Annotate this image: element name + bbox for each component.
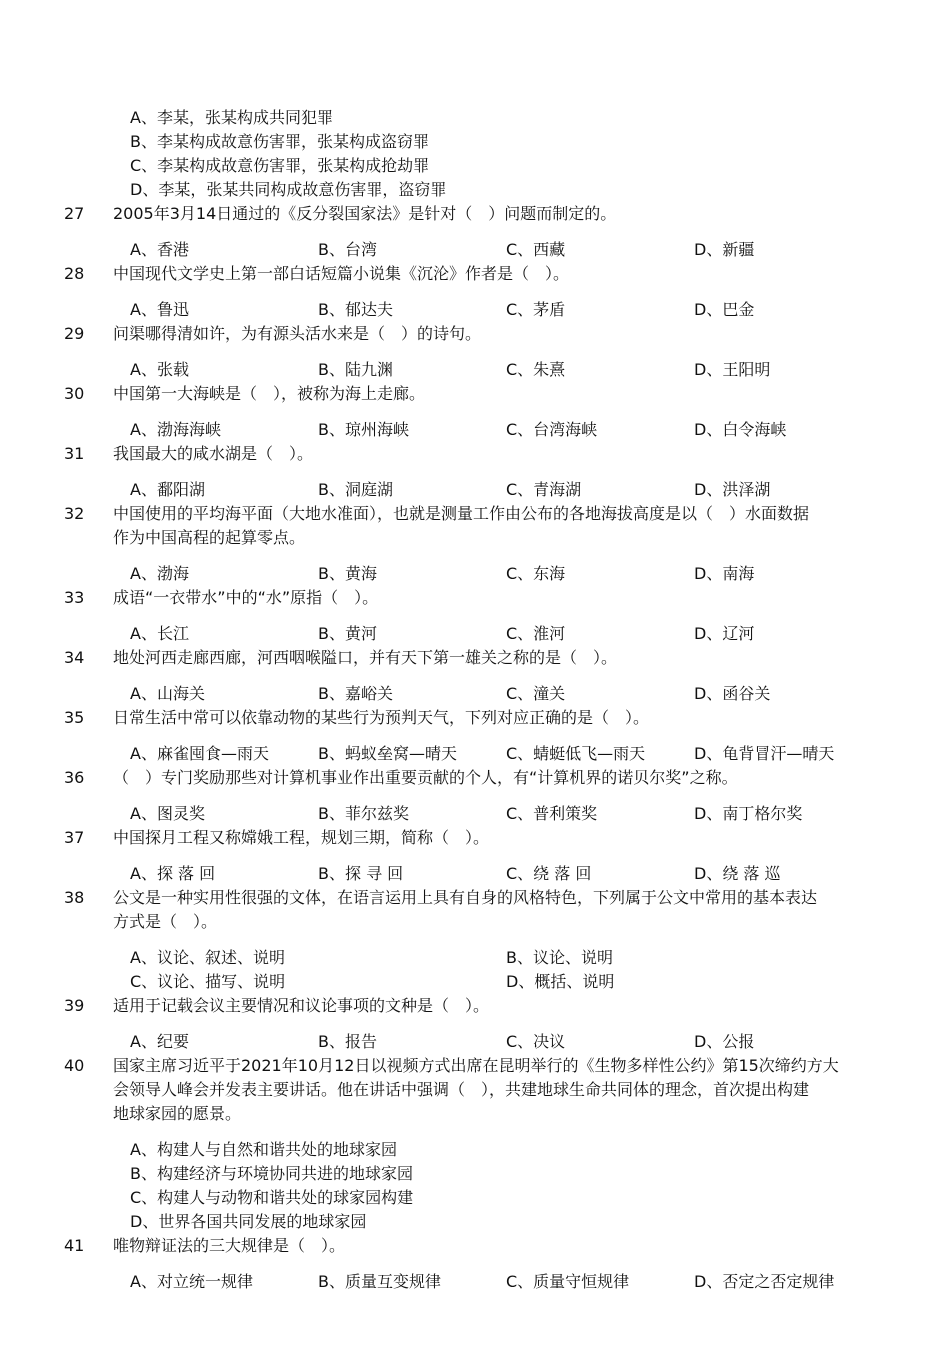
question-line <box>0 1234 950 1258</box>
answer-option: A、纪要 <box>130 1032 189 1051</box>
answer-option: D、新疆 <box>694 240 755 259</box>
option-row <box>0 1162 950 1186</box>
answer-option: D、王阳明 <box>694 360 771 379</box>
spacer <box>0 670 950 682</box>
answer-option: A、议论、叙述、说明 <box>130 948 285 967</box>
question-number: 30 <box>64 384 85 403</box>
question-line <box>0 706 950 730</box>
option-row <box>0 1186 950 1210</box>
answer-option: D、世界各国共同发展的地球家园 <box>130 1212 367 1231</box>
answer-option: D、龟背冒汗—晴天 <box>694 744 835 763</box>
question-block <box>0 586 950 646</box>
answer-option: A、香港 <box>130 240 189 259</box>
option-row <box>0 802 950 826</box>
answer-option: A、渤海 <box>130 564 189 583</box>
question-line <box>0 526 950 550</box>
answer-option: D、巴金 <box>694 300 755 319</box>
answer-option: A、张载 <box>130 360 189 379</box>
option-row <box>0 358 950 382</box>
question-block <box>0 706 950 766</box>
option-row <box>0 418 950 442</box>
question-number: 32 <box>64 504 85 523</box>
question-block <box>0 442 950 502</box>
answer-option: A、对立统一规律 <box>130 1272 253 1291</box>
question-number: 40 <box>64 1056 85 1075</box>
answer-option: D、李某，张某共同构成故意伤害罪，盗窃罪 <box>130 180 447 199</box>
question-number: 39 <box>64 996 85 1015</box>
answer-option: A、山海关 <box>130 684 205 703</box>
question-block <box>0 994 950 1054</box>
answer-option: C、青海湖 <box>506 480 582 499</box>
question-text: 公文是一种实用性很强的文体，在语言运用上具有自身的风格特色，下列属于公文中常用的基本表达 <box>113 888 818 907</box>
question-number: 38 <box>64 888 85 907</box>
answer-option: B、黄海 <box>318 564 377 583</box>
question-number: 36 <box>64 768 85 787</box>
answer-option: D、概括、说明 <box>506 972 615 991</box>
question-number: 28 <box>64 264 85 283</box>
answer-option: B、构建经济与环境协同共进的地球家园 <box>130 1164 413 1183</box>
question-number: 35 <box>64 708 85 727</box>
answer-option: B、探 寻 回 <box>318 864 404 883</box>
option-row <box>0 622 950 646</box>
spacer <box>0 1258 950 1270</box>
answer-option: D、洪泽湖 <box>694 480 771 499</box>
answer-option: B、质量互变规律 <box>318 1272 441 1291</box>
answer-option: C、蜻蜓低飞—雨天 <box>506 744 646 763</box>
answer-option: C、议论、描写、说明 <box>130 972 286 991</box>
option-row <box>0 1270 950 1294</box>
answer-option: C、构建人与动物和谐共处的球家园构建 <box>130 1188 414 1207</box>
spacer <box>0 850 950 862</box>
option-row <box>0 970 950 994</box>
answer-option: C、李某构成故意伤害罪，张某构成抢劫罪 <box>130 156 430 175</box>
answer-option: B、陆九渊 <box>318 360 393 379</box>
answer-option: D、否定之否定规律 <box>694 1272 835 1291</box>
question-text: 日常生活中常可以依靠动物的某些行为预判天气，下列对应正确的是（ ）。 <box>113 708 650 727</box>
question-line <box>0 910 950 934</box>
question-text: 中国现代文学史上第一部白话短篇小说集《沉沦》作者是（ ）。 <box>113 264 570 283</box>
question-block <box>0 106 950 202</box>
spacer <box>0 730 950 742</box>
question-block <box>0 886 950 994</box>
question-number: 27 <box>64 204 85 223</box>
spacer <box>0 1126 950 1138</box>
question-number: 29 <box>64 324 85 343</box>
question-line <box>0 766 950 790</box>
question-block <box>0 322 950 382</box>
question-text: 我国最大的咸水湖是（ ）。 <box>113 444 314 463</box>
answer-option: A、渤海海峡 <box>130 420 221 439</box>
option-row <box>0 1030 950 1054</box>
answer-option: D、辽河 <box>694 624 755 643</box>
option-row <box>0 946 950 970</box>
answer-option: D、南丁格尔奖 <box>694 804 803 823</box>
question-number: 33 <box>64 588 85 607</box>
question-text: 唯物辩证法的三大规律是（ ）。 <box>113 1236 346 1255</box>
answer-option: A、麻雀囤食—雨天 <box>130 744 269 763</box>
question-block <box>0 646 950 706</box>
spacer <box>0 286 950 298</box>
question-text: 中国探月工程又称嫦娥工程，规划三期，简称（ ）。 <box>113 828 490 847</box>
answer-option: C、质量守恒规律 <box>506 1272 630 1291</box>
answer-option: A、鄱阳湖 <box>130 480 205 499</box>
question-block <box>0 766 950 826</box>
option-row <box>0 298 950 322</box>
question-line <box>0 586 950 610</box>
answer-option: D、函谷关 <box>694 684 771 703</box>
answer-option: A、李某，张某构成共同犯罪 <box>130 108 333 127</box>
answer-option: C、茅盾 <box>506 300 566 319</box>
question-text: 中国使用的平均海平面（大地水准面），也就是测量工作由公布的各地海拔高度是以（ ）水面数据 <box>113 504 810 523</box>
option-row <box>0 562 950 586</box>
answer-option: B、嘉峪关 <box>318 684 393 703</box>
question-block <box>0 826 950 886</box>
answer-option: D、南海 <box>694 564 755 583</box>
answer-option: B、洞庭湖 <box>318 480 393 499</box>
question-text: 作为中国高程的起算零点。 <box>113 528 306 547</box>
option-row <box>0 178 950 202</box>
answer-option: C、东海 <box>506 564 566 583</box>
question-text: 成语“一衣带水”中的“水”原指（ ）。 <box>113 588 379 607</box>
question-text: 适用于记载会议主要情况和议论事项的文种是（ ）。 <box>113 996 490 1015</box>
question-line <box>0 382 950 406</box>
question-block <box>0 382 950 442</box>
answer-option: A、探 落 回 <box>130 864 216 883</box>
answer-option: B、郁达夫 <box>318 300 393 319</box>
answer-option: A、鲁迅 <box>130 300 189 319</box>
option-row <box>0 238 950 262</box>
answer-option: B、黄河 <box>318 624 377 643</box>
question-number: 37 <box>64 828 85 847</box>
question-line <box>0 202 950 226</box>
question-line <box>0 646 950 670</box>
spacer <box>0 934 950 946</box>
option-row <box>0 1210 950 1234</box>
question-line <box>0 442 950 466</box>
spacer <box>0 790 950 802</box>
answer-option: A、长江 <box>130 624 189 643</box>
answer-option: C、普利策奖 <box>506 804 598 823</box>
option-row <box>0 154 950 178</box>
answer-option: B、菲尔兹奖 <box>318 804 409 823</box>
answer-option: D、绕 落 巡 <box>694 864 781 883</box>
answer-option: B、议论、说明 <box>506 948 613 967</box>
answer-option: B、李某构成故意伤害罪，张某构成盗窃罪 <box>130 132 429 151</box>
option-row <box>0 742 950 766</box>
question-text: 地球家园的愿景。 <box>113 1104 242 1123</box>
question-text: 方式是（ ）。 <box>113 912 218 931</box>
spacer <box>0 610 950 622</box>
answer-option: B、蚂蚁垒窝—晴天 <box>318 744 457 763</box>
answer-option: C、绕 落 回 <box>506 864 592 883</box>
question-block <box>0 262 950 322</box>
question-block <box>0 202 950 262</box>
option-row <box>0 862 950 886</box>
question-block <box>0 1054 950 1234</box>
question-line <box>0 826 950 850</box>
question-line <box>0 322 950 346</box>
question-number: 31 <box>64 444 85 463</box>
question-number: 34 <box>64 648 85 667</box>
answer-option: A、图灵奖 <box>130 804 205 823</box>
question-block <box>0 1234 950 1294</box>
answer-option: C、决议 <box>506 1032 566 1051</box>
question-line <box>0 994 950 1018</box>
question-number: 41 <box>64 1236 85 1255</box>
question-text: 地处河西走廊西廊，河西咽喉隘口，并有天下第一雄关之称的是（ ）。 <box>113 648 618 667</box>
answer-option: B、台湾 <box>318 240 377 259</box>
question-text: 国家主席习近平于2021年10月12日以视频方式出席在昆明举行的《生物多样性公约》第15次缔约方大 <box>113 1056 839 1075</box>
answer-option: C、潼关 <box>506 684 566 703</box>
spacer <box>0 550 950 562</box>
question-text: 2005年3月14日通过的《反分裂国家法》是针对（ ）问题而制定的。 <box>113 204 617 223</box>
option-row <box>0 106 950 130</box>
option-row <box>0 682 950 706</box>
question-text: 问渠哪得清如许，为有源头活水来是（ ）的诗句。 <box>113 324 482 343</box>
spacer <box>0 226 950 238</box>
option-row <box>0 130 950 154</box>
exam-document <box>0 106 950 1294</box>
answer-option: A、构建人与自然和谐共处的地球家园 <box>130 1140 397 1159</box>
option-row <box>0 1138 950 1162</box>
answer-option: C、台湾海峡 <box>506 420 598 439</box>
question-line <box>0 1102 950 1126</box>
question-block <box>0 502 950 586</box>
question-line <box>0 1054 950 1078</box>
answer-option: D、公报 <box>694 1032 755 1051</box>
question-line <box>0 262 950 286</box>
spacer <box>0 346 950 358</box>
spacer <box>0 466 950 478</box>
spacer <box>0 1018 950 1030</box>
spacer <box>0 406 950 418</box>
question-text: 会领导人峰会并发表主要讲话。他在讲话中强调（ ），共建地球生命共同体的理念，首次提出构建 <box>113 1080 810 1099</box>
answer-option: C、西藏 <box>506 240 566 259</box>
answer-option: B、琼州海峡 <box>318 420 409 439</box>
answer-option: C、淮河 <box>506 624 566 643</box>
option-row <box>0 478 950 502</box>
question-line <box>0 502 950 526</box>
question-line <box>0 886 950 910</box>
answer-option: B、报告 <box>318 1032 377 1051</box>
question-line <box>0 1078 950 1102</box>
answer-option: D、白令海峡 <box>694 420 787 439</box>
answer-option: C、朱熹 <box>506 360 566 379</box>
question-text: 中国第一大海峡是（ ），被称为海上走廊。 <box>113 384 426 403</box>
question-text: （ ）专门奖励那些对计算机事业作出重要贡献的个人，有“计算机界的诺贝尔奖”之称。 <box>113 768 738 787</box>
